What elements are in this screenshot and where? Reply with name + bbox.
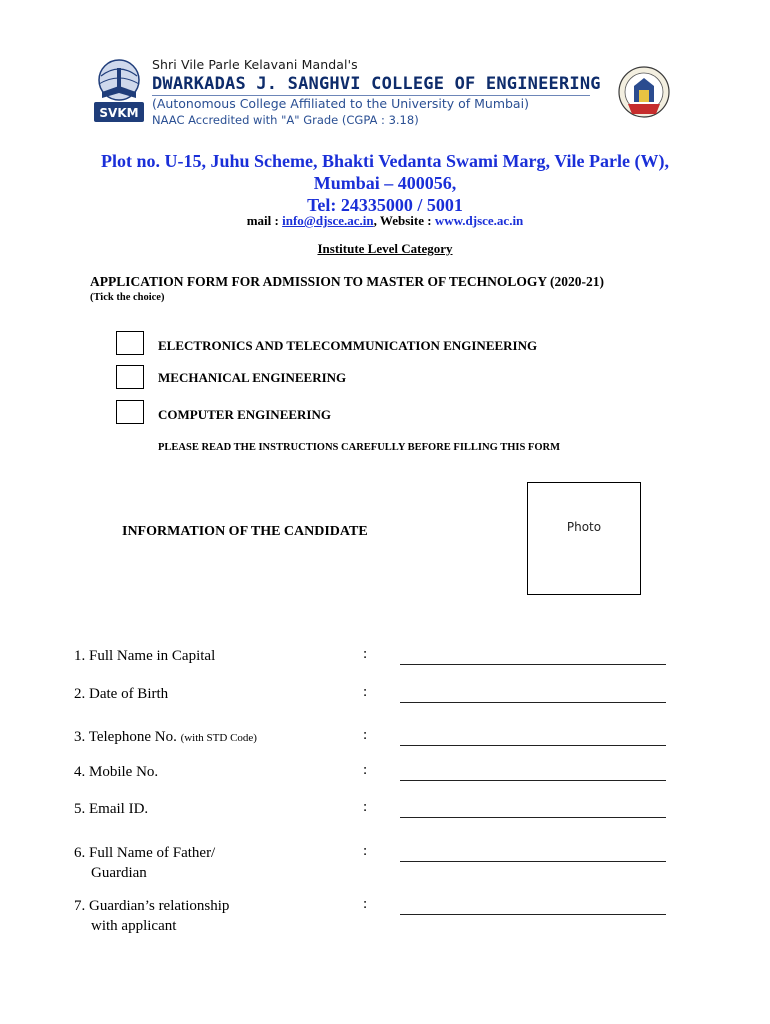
checkbox-extc[interactable] bbox=[116, 331, 144, 355]
field-colon: : bbox=[363, 799, 368, 815]
tick-hint: (Tick the choice) bbox=[90, 292, 165, 303]
college-seal-icon bbox=[616, 64, 672, 124]
field-colon: : bbox=[363, 843, 368, 859]
checkbox-mechanical[interactable] bbox=[116, 365, 144, 389]
field-dob-label: 2. Date of Birth bbox=[74, 686, 169, 702]
field-colon: : bbox=[363, 684, 368, 700]
field-mobile-label: 4. Mobile No. bbox=[74, 764, 159, 780]
field-email-label: 5. Email ID. bbox=[74, 801, 149, 817]
telephone-note: (with STD Code) bbox=[180, 732, 257, 744]
affiliation-text: (Autonomous College Affiliated to the University of Mumbai) bbox=[152, 96, 529, 111]
website-link[interactable]: www.djsce.ac.in bbox=[434, 213, 524, 228]
field-telephone-label bbox=[74, 727, 257, 748]
telephone-line: Tel: 24335000 / 5001 bbox=[307, 195, 463, 215]
telephone-input[interactable] bbox=[400, 745, 666, 747]
field-relationship-label bbox=[74, 896, 229, 936]
field-colon: : bbox=[363, 896, 368, 912]
logo-text: SVKM bbox=[99, 106, 139, 120]
website-label: , Website : bbox=[373, 213, 435, 228]
mandal-name: Shri Vile Parle Kelavani Mandal's bbox=[152, 57, 358, 72]
relationship-line-2: with applicant bbox=[91, 918, 177, 934]
college-name: DWARKADAS J. SANGHVI COLLEGE OF ENGINEERING bbox=[152, 74, 601, 94]
guardian-name-line-1: 6. Full Name of Father/ bbox=[74, 845, 216, 861]
svkm-logo bbox=[88, 56, 150, 126]
option-mechanical: MECHANICAL ENGINEERING bbox=[158, 370, 347, 385]
address-line-1: Plot no. U-15, Juhu Scheme, Bhakti Vedanta Swami Marg, Vile Parle (W), bbox=[100, 151, 669, 171]
mail-label: mail : bbox=[246, 213, 283, 228]
photo-label: Photo bbox=[566, 520, 602, 534]
naac-text: NAAC Accredited with "A" Grade (CGPA : 3.18) bbox=[152, 113, 419, 127]
guardian-name-line-2: Guardian bbox=[91, 865, 147, 881]
mobile-input[interactable] bbox=[400, 780, 666, 782]
guardian-name-input[interactable] bbox=[400, 861, 666, 863]
category-heading: Institute Level Category bbox=[317, 241, 453, 256]
field-guardian-name-label bbox=[74, 843, 215, 883]
dob-input[interactable] bbox=[400, 702, 666, 704]
option-computer: COMPUTER ENGINEERING bbox=[158, 407, 331, 422]
email-link[interactable]: info@djsce.ac.in bbox=[282, 213, 374, 228]
section-title: INFORMATION OF THE CANDIDATE bbox=[122, 524, 368, 539]
contact-line bbox=[0, 213, 770, 229]
address-line-2: Mumbai – 400056, bbox=[313, 173, 457, 193]
photo-box[interactable] bbox=[527, 482, 641, 595]
telephone-label: 3. Telephone No. bbox=[74, 729, 181, 745]
instructions-note: PLEASE READ THE INSTRUCTIONS CAREFULLY BEFORE FILLING THIS FORM bbox=[158, 442, 561, 453]
relationship-input[interactable] bbox=[400, 914, 666, 916]
relationship-line-1: 7. Guardian’s relationship bbox=[74, 898, 230, 914]
option-extc: ELECTRONICS AND TELECOMMUNICATION ENGINEERING bbox=[158, 338, 538, 353]
full-name-input[interactable] bbox=[400, 664, 666, 666]
field-colon: : bbox=[363, 727, 368, 743]
form-title: APPLICATION FORM FOR ADMISSION TO MASTER OF TECHNOLOGY (2020-21) bbox=[90, 274, 605, 289]
field-full-name-label: 1. Full Name in Capital bbox=[74, 648, 216, 664]
email-input[interactable] bbox=[400, 817, 666, 819]
field-colon: : bbox=[363, 646, 368, 662]
checkbox-computer[interactable] bbox=[116, 400, 144, 424]
field-colon: : bbox=[363, 762, 368, 778]
